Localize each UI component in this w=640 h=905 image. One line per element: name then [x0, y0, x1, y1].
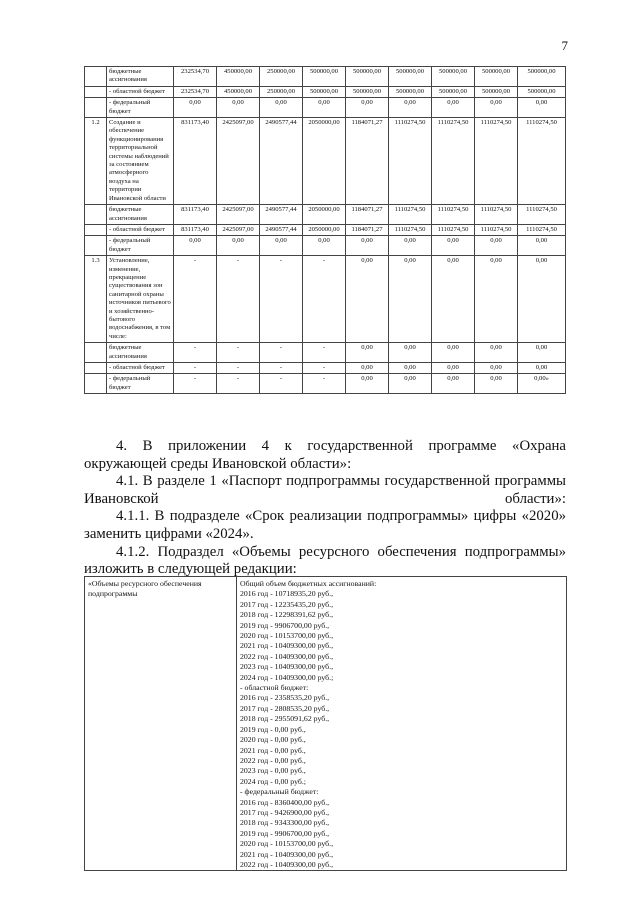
budget-cell: 0,00	[389, 98, 432, 118]
budget-cell: 500000,00	[303, 67, 346, 87]
budget-cell: 2425097,00	[217, 224, 260, 235]
budget-cell: 0,00	[174, 98, 217, 118]
budget-cell: 500000,00	[432, 67, 475, 87]
budget-cell: 0,00	[260, 98, 303, 118]
budget-cell: 1110274,50	[518, 224, 566, 235]
budget-row-name: - федеральный бюджет	[107, 236, 174, 256]
budget-cell: -	[303, 343, 346, 363]
resources-line: 2021 год - 10409300,00 руб.,	[240, 641, 334, 651]
budget-row	[85, 363, 566, 374]
budget-cell: 500000,00	[518, 67, 566, 87]
resources-line: 2019 год - 9906700,00 руб.,	[240, 620, 330, 630]
budget-cell: -	[260, 343, 303, 363]
budget-cell: 831173,40	[174, 224, 217, 235]
resources-line: Общий объем бюджетных ассигнований:	[240, 579, 377, 588]
budget-row	[85, 205, 566, 225]
budget-cell: 2490577,44	[260, 205, 303, 225]
resources-line: 2020 год - 10153700,00 руб.,	[240, 839, 334, 849]
budget-cell: -	[174, 343, 217, 363]
budget-row-name: - федеральный бюджет	[107, 374, 174, 394]
resources-line: 2022 год - 0,00 руб.,	[240, 755, 306, 765]
resources-line: - областной бюджет:	[240, 683, 309, 693]
budget-row-number	[85, 343, 107, 363]
budget-cell: -	[174, 374, 217, 394]
resources-row	[85, 577, 567, 871]
budget-cell: 0,00	[346, 236, 389, 256]
budget-row	[85, 256, 566, 343]
resources-line: 2023 год - 0,00 руб.,	[240, 766, 306, 776]
budget-cell: -	[217, 374, 260, 394]
budget-cell: 0,00	[389, 236, 432, 256]
resources-line: 2016 год - 8360400,00 руб.,	[240, 797, 330, 807]
budget-cell: 0,00	[518, 363, 566, 374]
budget-row-number	[85, 374, 107, 394]
resources-line: 2021 год - 0,00 руб.,	[240, 745, 306, 755]
budget-cell: 2050000,00	[303, 205, 346, 225]
budget-row-name: Установление, изменение, прекращение существования зон санитарной охраны источников питьевого и хозяйственно-бытового водоснабжения, в том числе:	[107, 256, 174, 343]
budget-cell: 831173,40	[174, 205, 217, 225]
budget-row-name: - областной бюджет	[107, 224, 174, 235]
budget-row-number	[85, 236, 107, 256]
budget-row-name: Создание и обеспечение функционирования территориальной системы наблюдений за состоянием атмосферного воздуха на территории Ивановской области	[107, 118, 174, 205]
budget-cell: -	[174, 363, 217, 374]
budget-cell: 2050000,00	[303, 224, 346, 235]
paragraph-4-1-1: 4.1.1. В подразделе «Срок реализации подпрограммы» цифры «2020» заменить цифрами «2024».	[84, 508, 566, 542]
budget-cell: -	[217, 363, 260, 374]
budget-row-name: - федеральный бюджет	[107, 98, 174, 118]
budget-cell: -	[303, 363, 346, 374]
resources-line: 2020 год - 10153700,00 руб.,	[240, 631, 334, 641]
budget-cell: 0,00	[432, 236, 475, 256]
budget-cell: 500000,00	[475, 67, 518, 87]
budget-cell: 0,00	[518, 343, 566, 363]
budget-cell: 500000,00	[303, 86, 346, 97]
resources-line: 2017 год - 2808535,20 руб.,	[240, 703, 330, 713]
budget-row	[85, 343, 566, 363]
resources-line: 2016 год - 10718935,20 руб.,	[240, 589, 334, 599]
budget-cell: 500000,00	[475, 86, 518, 97]
budget-row-number	[85, 363, 107, 374]
budget-cell: 1110274,50	[389, 118, 432, 205]
paragraph-4-1: 4.1. В разделе 1 «Паспорт подпрограммы государственной программы Ивановской области»:	[84, 473, 566, 507]
budget-cell: 1110274,50	[432, 118, 475, 205]
budget-cell: 250000,00	[260, 67, 303, 87]
budget-cell: 0,00	[518, 98, 566, 118]
budget-cell: -	[260, 256, 303, 343]
budget-cell: 0,00	[346, 256, 389, 343]
budget-cell: 250000,00	[260, 86, 303, 97]
budget-cell: 500000,00	[389, 67, 432, 87]
resources-line: 2022 год - 10409300,00 руб.,	[240, 651, 334, 661]
page-number: 7	[561, 38, 568, 53]
budget-cell: 2050000,00	[303, 118, 346, 205]
budget-cell: 500000,00	[389, 86, 432, 97]
resources-line: 2019 год - 0,00 руб.,	[240, 724, 306, 734]
resources-line: 2022 год - 10409300,00 руб.,	[240, 859, 334, 869]
budget-cell: 2490577,44	[260, 224, 303, 235]
budget-cell: 0,00	[475, 363, 518, 374]
budget-row-number	[85, 98, 107, 118]
budget-cell: -	[217, 256, 260, 343]
resources-table	[84, 576, 567, 871]
budget-row	[85, 67, 566, 87]
budget-cell: 0,00	[432, 256, 475, 343]
resources-line: - федеральный бюджет:	[240, 787, 319, 797]
resources-line: 2017 год - 9426900,00 руб.,	[240, 807, 330, 817]
budget-cell: 2425097,00	[217, 205, 260, 225]
budget-row-name: - областной бюджет	[107, 363, 174, 374]
budget-cell: 0,00	[217, 98, 260, 118]
budget-cell: 0,00	[475, 256, 518, 343]
budget-cell: 1184071,27	[346, 205, 389, 225]
budget-row-number	[85, 205, 107, 225]
budget-cell: 1110274,50	[518, 205, 566, 225]
budget-cell: 0,00	[432, 363, 475, 374]
budget-row-number	[85, 86, 107, 97]
budget-row	[85, 98, 566, 118]
budget-cell: -	[217, 343, 260, 363]
budget-cell: 0,00	[389, 343, 432, 363]
budget-cell: 500000,00	[432, 86, 475, 97]
budget-cell: -	[303, 256, 346, 343]
budget-cell: 2425097,00	[217, 118, 260, 205]
resources-label: «Объемы ресурсного обеспечения подпрограммы	[85, 577, 237, 871]
resources-line: 2024 год - 10409300,00 руб.;	[240, 672, 334, 682]
budget-cell: 1110274,50	[518, 118, 566, 205]
budget-row	[85, 224, 566, 235]
budget-row	[85, 86, 566, 97]
budget-table	[84, 66, 566, 394]
budget-cell: 831173,40	[174, 118, 217, 205]
budget-row-number	[85, 67, 107, 87]
paragraph-4: 4. В приложении 4 к государственной программе «Охрана окружающей среды Ивановской области»:	[84, 438, 566, 472]
budget-row	[85, 118, 566, 205]
budget-cell: -	[174, 256, 217, 343]
budget-cell: 500000,00	[346, 86, 389, 97]
budget-cell: 232534,70	[174, 67, 217, 87]
budget-cell: 0,00	[389, 374, 432, 394]
budget-cell: 232534,70	[174, 86, 217, 97]
budget-cell: 0,00	[475, 374, 518, 394]
budget-table-body	[85, 67, 566, 394]
budget-cell: 0,00	[432, 343, 475, 363]
resources-line: 2021 год - 10409300,00 руб.,	[240, 849, 334, 859]
resources-line: 2018 год - 2955091,62 руб.,	[240, 714, 330, 724]
budget-cell: 0,00	[518, 236, 566, 256]
budget-cell: 0,00»	[518, 374, 566, 394]
budget-cell: 0,00	[346, 343, 389, 363]
resources-values	[237, 577, 567, 871]
budget-cell: 0,00	[475, 236, 518, 256]
budget-cell: -	[260, 363, 303, 374]
budget-cell: 0,00	[303, 236, 346, 256]
budget-row-name: бюджетные ассигнования	[107, 67, 174, 87]
budget-cell: 500000,00	[346, 67, 389, 87]
budget-cell: 0,00	[389, 363, 432, 374]
budget-cell: 1110274,50	[389, 224, 432, 235]
resources-line: 2023 год - 10409300,00 руб.,	[240, 662, 334, 672]
resources-line: 2018 год - 12298391,62 руб.,	[240, 610, 334, 620]
budget-cell: 0,00	[174, 236, 217, 256]
budget-cell: 2490577,44	[260, 118, 303, 205]
resources-line: 2017 год - 12235435,20 руб.,	[240, 599, 334, 609]
budget-cell: -	[303, 374, 346, 394]
budget-cell: 1110274,50	[432, 224, 475, 235]
budget-cell: 0,00	[346, 374, 389, 394]
resources-line: 2019 год - 9906700,00 руб.,	[240, 828, 330, 838]
budget-cell: 0,00	[475, 98, 518, 118]
budget-cell: 1110274,50	[475, 224, 518, 235]
budget-cell: 0,00	[389, 256, 432, 343]
resources-line: 2018 год - 9343300,00 руб.,	[240, 818, 330, 828]
budget-cell: 1184071,27	[346, 118, 389, 205]
budget-cell: 1110274,50	[432, 205, 475, 225]
resources-line: 2024 год - 0,00 руб.;	[240, 776, 306, 786]
budget-row	[85, 374, 566, 394]
budget-cell: 0,00	[217, 236, 260, 256]
budget-cell: 450000,00	[217, 67, 260, 87]
budget-cell: 0,00	[432, 374, 475, 394]
budget-cell: -	[260, 374, 303, 394]
budget-cell: 0,00	[260, 236, 303, 256]
budget-row-number	[85, 224, 107, 235]
budget-cell: 0,00	[518, 256, 566, 343]
resources-line: 2020 год - 0,00 руб.,	[240, 735, 306, 745]
budget-cell: 0,00	[346, 363, 389, 374]
budget-cell: 1110274,50	[475, 205, 518, 225]
resources-line: 2016 год - 2358535,20 руб.,	[240, 693, 330, 703]
budget-row-name: бюджетные ассигнования	[107, 343, 174, 363]
amendment-text	[84, 438, 566, 579]
budget-cell: 1184071,27	[346, 224, 389, 235]
budget-row-name: бюджетные ассигнования	[107, 205, 174, 225]
budget-row	[85, 236, 566, 256]
budget-cell: 1110274,50	[389, 205, 432, 225]
budget-cell: 500000,00	[518, 86, 566, 97]
budget-cell: 0,00	[475, 343, 518, 363]
budget-cell: 0,00	[432, 98, 475, 118]
budget-cell: 450000,00	[217, 86, 260, 97]
budget-cell: 0,00	[346, 98, 389, 118]
budget-cell: 1110274,50	[475, 118, 518, 205]
paragraph-4-1-2: 4.1.2. Подраздел «Объемы ресурсного обеспечения подпрограммы» изложить в следующей редакции:	[84, 543, 566, 578]
budget-row-number: 1.2	[85, 118, 107, 205]
budget-row-name: - областной бюджет	[107, 86, 174, 97]
budget-row-number: 1.3	[85, 256, 107, 343]
budget-cell: 0,00	[303, 98, 346, 118]
